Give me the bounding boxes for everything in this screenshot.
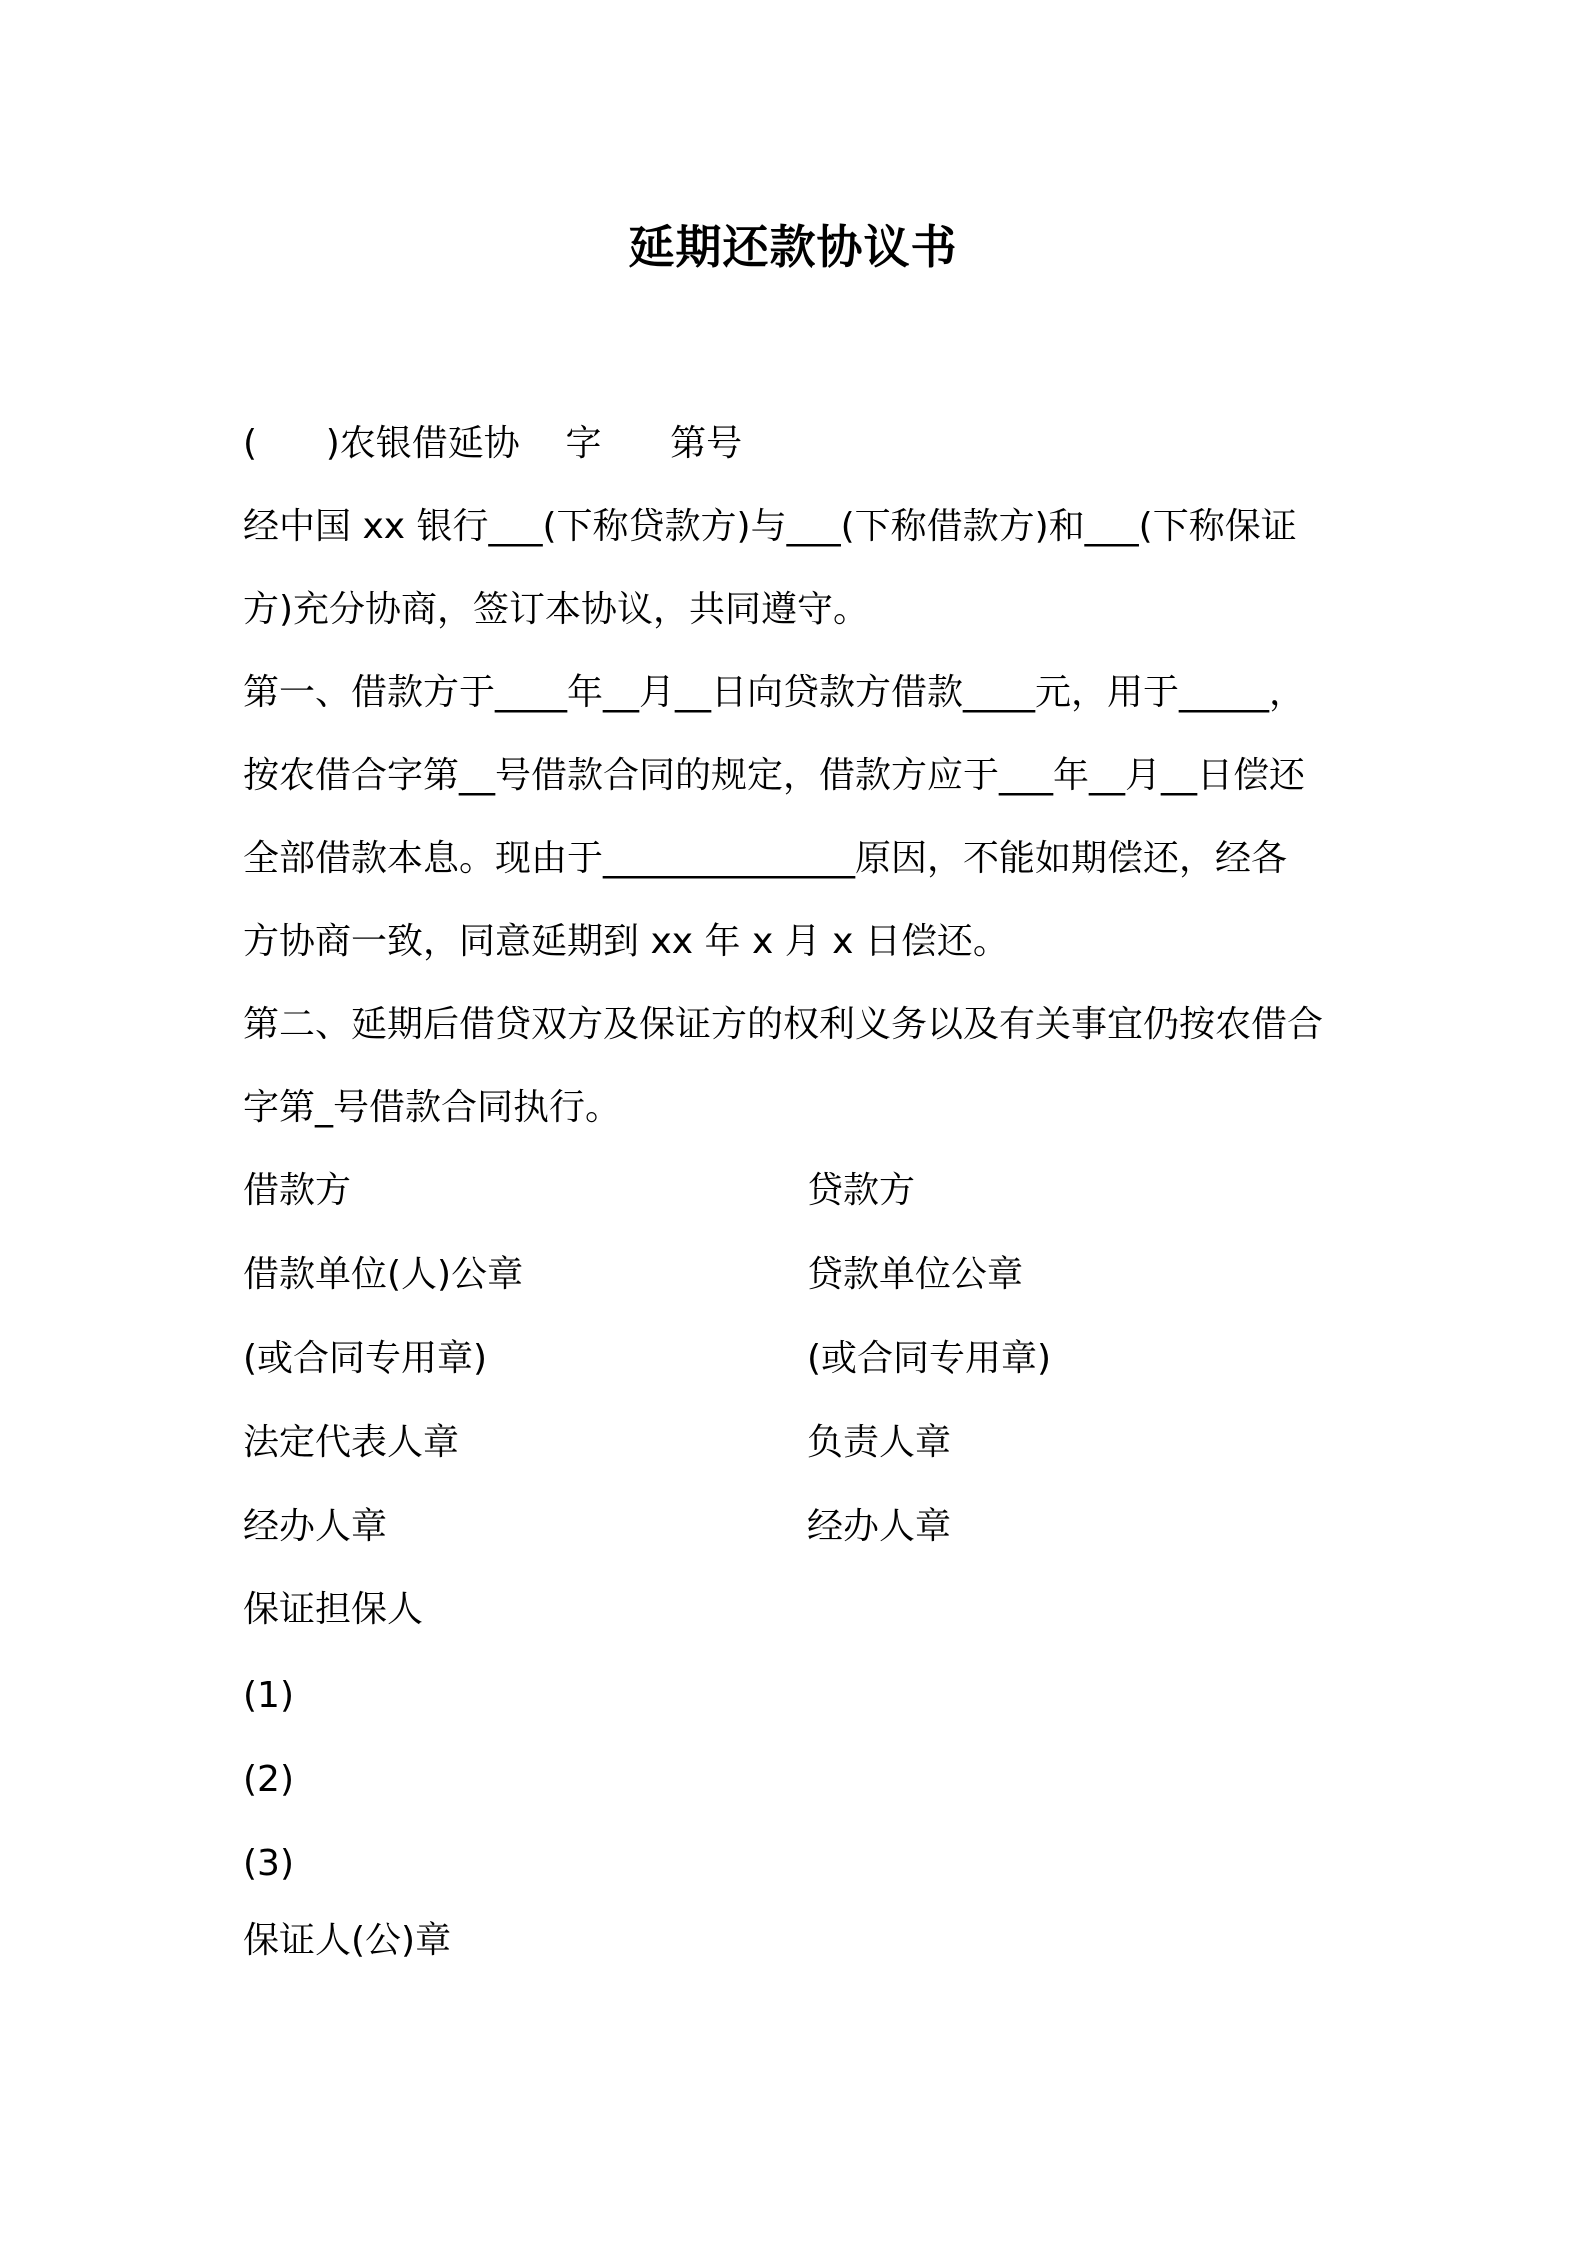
guarantor-heading: 保证担保人 bbox=[243, 1589, 424, 1630]
signature-row bbox=[243, 1149, 1373, 1233]
signature-row bbox=[243, 1401, 1373, 1485]
responsible-person-seal-label: 负责人章 bbox=[807, 1422, 952, 1463]
signature-row bbox=[243, 1485, 1373, 1569]
guarantor-item: (3) bbox=[243, 1843, 294, 1884]
legal-representative-seal-label: 法定代表人章 bbox=[243, 1422, 460, 1463]
guarantor-list bbox=[243, 1822, 1373, 1906]
article-one-line: 方协商一致，同意延期到 xx 年 x 月 x 日偿还。 bbox=[243, 921, 1009, 962]
intro-line: 经中国 xx 银行___(下称贷款方)与___(下称借款方)和___(下称保证 bbox=[243, 506, 1297, 547]
signature-row bbox=[243, 1233, 1373, 1317]
intro-paragraph bbox=[243, 485, 1373, 651]
signature-row bbox=[243, 1317, 1373, 1401]
borrower-seal-label: 借款单位(人)公章 bbox=[243, 1254, 524, 1295]
document-title: 延期还款协议书 bbox=[628, 220, 958, 274]
borrower-label: 借款方 bbox=[243, 1170, 352, 1211]
guarantor-block bbox=[243, 1568, 1373, 1652]
lender-handler-seal-label: 经办人章 bbox=[807, 1506, 952, 1547]
article-one-line: 按农借合字第__号借款合同的规定，借款方应于___年__月__日偿还 bbox=[243, 755, 1306, 796]
borrower-handler-seal-label: 经办人章 bbox=[243, 1506, 388, 1547]
article-two-line: 第二、延期后借贷双方及保证方的权利义务以及有关事宜仍按农借合 bbox=[243, 1004, 1324, 1045]
guarantor-seal-block bbox=[243, 1899, 1373, 1983]
reference-number-line: ( )农银借延协 字 第号 bbox=[243, 423, 743, 464]
borrower-contract-seal-label: (或合同专用章) bbox=[243, 1338, 488, 1379]
lender-contract-seal-label: (或合同专用章) bbox=[807, 1338, 1052, 1379]
lender-seal-label: 贷款单位公章 bbox=[807, 1254, 1024, 1295]
guarantor-list bbox=[243, 1738, 1373, 1822]
article-one-line: 全部借款本息。现由于______________原因，不能如期偿还，经各 bbox=[243, 838, 1288, 879]
guarantor-seal-label: 保证人(公)章 bbox=[243, 1920, 452, 1961]
lender-label: 贷款方 bbox=[807, 1170, 916, 1211]
article-two-paragraph bbox=[243, 983, 1373, 1149]
guarantor-item: (1) bbox=[243, 1675, 294, 1716]
article-one-line: 第一、借款方于____年__月__日向贷款方借款____元，用于_____， bbox=[243, 672, 1306, 713]
article-one-paragraph bbox=[243, 651, 1373, 983]
guarantor-item: (2) bbox=[243, 1759, 294, 1800]
signature-block bbox=[243, 1149, 1373, 1569]
article-two-line: 字第_号借款合同执行。 bbox=[243, 1087, 622, 1128]
intro-line: 方)充分协商，签订本协议，共同遵守。 bbox=[243, 589, 870, 630]
guarantor-list bbox=[243, 1654, 1373, 1738]
